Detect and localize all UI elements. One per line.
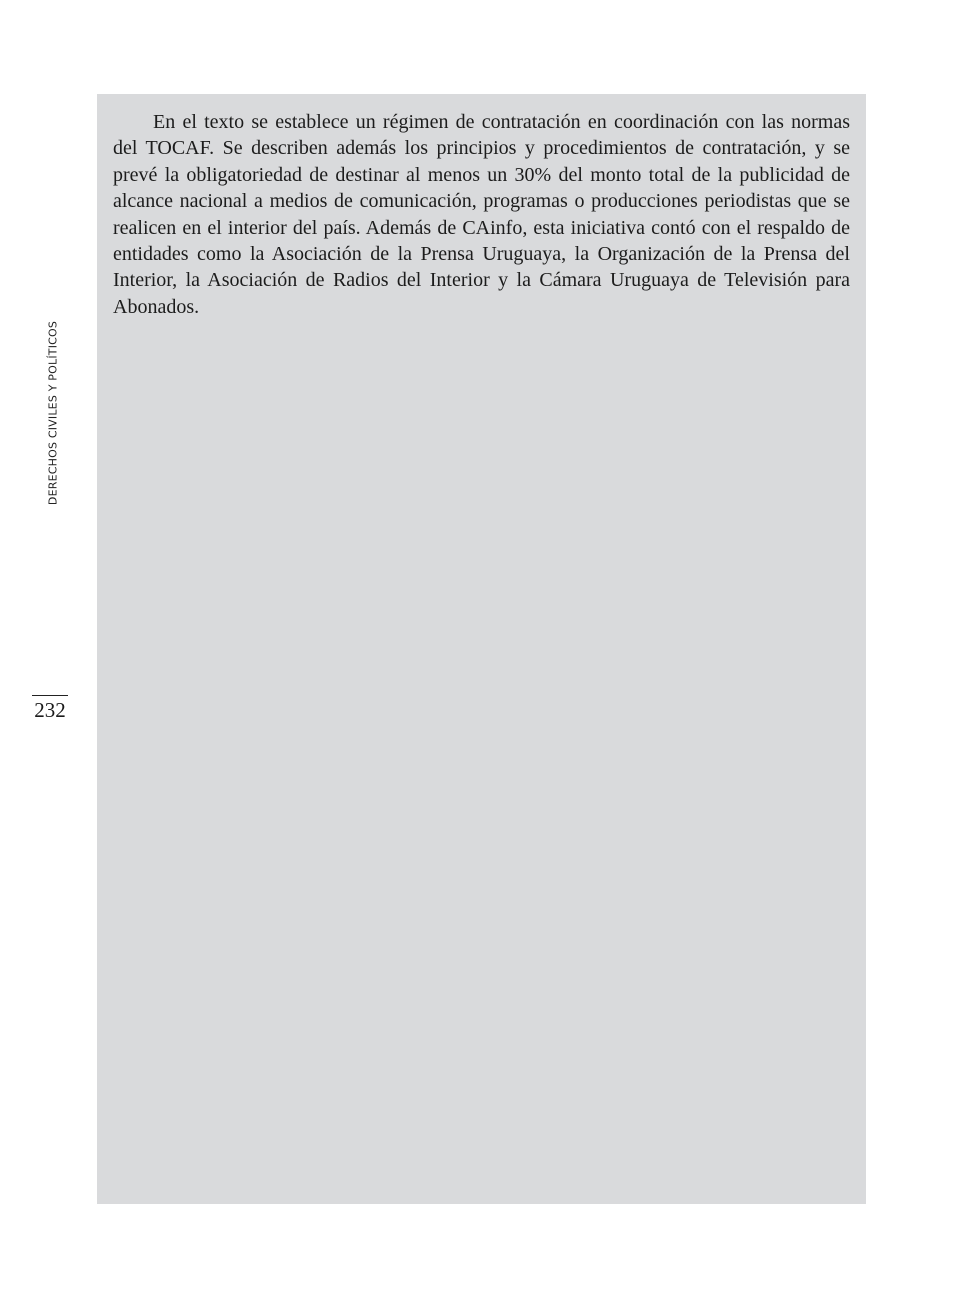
page-number: 232 xyxy=(34,698,66,722)
running-head: DERECHOS CIVILES Y POLÍTICOS xyxy=(46,320,60,506)
box-paragraph: En el texto se establece un régimen de contratación en coordinación con las normas del TOCAF. Se describen además los principios y procedimientos de contratación, y se prevé la obligatoriedad de destinar al menos un 30% del monto total de la publicidad de alcance nacional a medios de comunicación, programas o producciones periodistas que se realicen en el interior del país. Además de CAinfo, esta iniciativa contó con el respaldo de entidades como la Asociación de la Prensa Uruguaya, la Organización de la Prensa del Interior, la Asociación de Radios del Interior y la Cámara Uruguaya de Televisión para Abonados. xyxy=(113,111,850,318)
page-number-rule xyxy=(32,695,68,696)
